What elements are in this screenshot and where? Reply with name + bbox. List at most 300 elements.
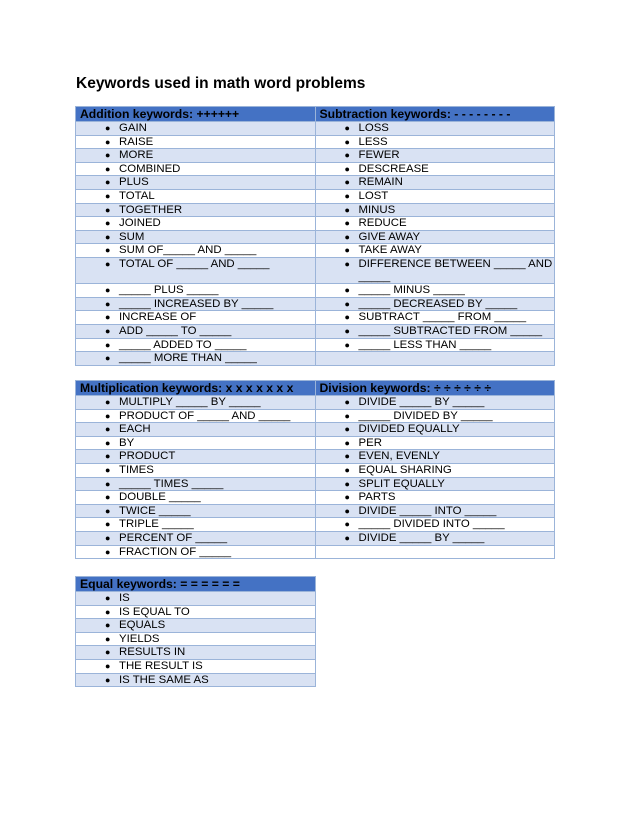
addition-keyword-text: _____ MORE THAN _____ xyxy=(119,352,257,365)
bullet-icon: ● xyxy=(344,325,350,336)
equal-keyword-item xyxy=(81,592,315,605)
subtraction-keyword-item xyxy=(321,339,555,352)
bullet-icon: ● xyxy=(105,136,111,147)
table-row xyxy=(76,297,555,311)
bullet-icon: ● xyxy=(344,231,350,242)
bullet-icon: ● xyxy=(105,478,111,489)
addition-keyword-text: GAIN xyxy=(119,122,147,134)
subtraction-keyword-item xyxy=(321,163,555,176)
multiplication-keyword-item xyxy=(81,518,315,531)
addition-keyword-item xyxy=(81,231,315,244)
bullet-icon: ● xyxy=(105,285,111,296)
multiplication-keyword-cell xyxy=(76,450,316,464)
division-keyword-item xyxy=(321,532,555,545)
addition-keyword-item xyxy=(81,136,315,149)
bullet-icon: ● xyxy=(344,298,350,309)
subtraction-keyword-cell xyxy=(315,284,555,298)
subtraction-keyword-item xyxy=(321,231,555,244)
table-row xyxy=(76,135,555,149)
addition-keyword-text: JOINED xyxy=(119,217,161,230)
division-keyword-cell xyxy=(315,409,555,423)
addition-keyword-text: COMBINED xyxy=(119,162,181,175)
division-keyword-item xyxy=(321,505,555,518)
addition-keyword-cell xyxy=(76,284,316,298)
table-row xyxy=(76,217,555,231)
bullet-icon: ● xyxy=(344,218,350,229)
bullet-icon: ● xyxy=(105,410,111,421)
bullet-icon: ● xyxy=(105,492,111,503)
multiplication-keyword-text: MULTIPLY _____ BY _____ xyxy=(119,396,261,408)
multiplication-keyword-item xyxy=(81,546,315,559)
division-keyword-text: DIVIDE _____ BY _____ xyxy=(358,396,485,408)
division-keyword-item xyxy=(321,464,555,477)
division-keyword-text: _____ DIVIDED INTO _____ xyxy=(358,518,505,531)
equal-keyword-cell xyxy=(76,646,316,660)
addition-keyword-item xyxy=(81,217,315,230)
subtraction-keyword-item xyxy=(321,311,555,324)
equal-keyword-cell xyxy=(76,605,316,619)
table-row xyxy=(76,409,555,423)
table-row xyxy=(76,450,555,464)
subtraction-keyword-text: REMAIN xyxy=(358,176,403,189)
division-keyword-text: PER xyxy=(358,436,382,449)
table-row xyxy=(76,244,555,258)
bullet-icon: ● xyxy=(105,298,111,309)
multiplication-keyword-item xyxy=(81,437,315,450)
addition-keyword-item xyxy=(81,149,315,162)
subtraction-keyword-item xyxy=(321,284,555,297)
bullet-icon: ● xyxy=(105,519,111,530)
addition-keyword-text: MORE xyxy=(119,149,154,162)
division-keyword-text: EVEN, EVENLY xyxy=(358,450,440,463)
multiplication-keyword-cell xyxy=(76,463,316,477)
subtraction-keyword-cell xyxy=(315,311,555,325)
addition-keyword-cell xyxy=(76,149,316,163)
multiplication-keyword-item xyxy=(81,423,315,436)
bullet-icon: ● xyxy=(105,123,111,133)
equal-keyword-text: EQUALS xyxy=(119,619,166,632)
subtraction-keyword-cell xyxy=(315,257,555,283)
multiplication-keyword-cell xyxy=(76,396,316,410)
table-row xyxy=(76,477,555,491)
table-row xyxy=(76,531,555,545)
subtraction-keyword-cell xyxy=(315,203,555,217)
multiplication-keyword-item xyxy=(81,410,315,423)
table-row xyxy=(76,592,316,606)
bullet-icon: ● xyxy=(105,150,111,161)
table-row xyxy=(76,203,555,217)
addition-keyword-cell xyxy=(76,324,316,338)
bullet-icon: ● xyxy=(105,647,111,658)
division-keyword-cell xyxy=(315,396,555,410)
table-row xyxy=(76,311,555,325)
bullet-icon: ● xyxy=(344,492,350,503)
division-keyword-cell xyxy=(315,491,555,505)
multiplication-keyword-text: _____ TIMES _____ xyxy=(119,477,224,490)
table-row xyxy=(76,396,555,410)
bullet-icon: ● xyxy=(344,505,350,516)
addition-keyword-text: ADD _____ TO _____ xyxy=(119,324,232,337)
bullet-icon: ● xyxy=(344,258,350,269)
addition-keyword-text: SUM xyxy=(119,230,145,243)
multiplication-keyword-item xyxy=(81,532,315,545)
addition-keyword-item xyxy=(81,122,315,135)
bullet-icon: ● xyxy=(105,674,111,685)
subtraction-keyword-cell xyxy=(315,352,555,366)
addition-header: Addition keywords: ++++++ xyxy=(76,107,316,122)
multiplication-keyword-text: DOUBLE _____ xyxy=(119,491,201,504)
division-keyword-cell xyxy=(315,450,555,464)
division-keyword-item xyxy=(321,518,555,531)
multiplication-keyword-cell xyxy=(76,436,316,450)
bullet-icon: ● xyxy=(105,204,111,215)
bullet-icon: ● xyxy=(344,437,350,448)
subtraction-keyword-cell xyxy=(315,122,555,136)
bullet-icon: ● xyxy=(344,285,350,296)
equal-keyword-cell xyxy=(76,673,316,687)
subtraction-keyword-text: DIFFERENCE BETWEEN _____ AND _____ xyxy=(358,257,553,283)
bullet-icon: ● xyxy=(344,424,350,435)
addition-keyword-item xyxy=(81,163,315,176)
bullet-icon: ● xyxy=(105,606,111,617)
bullet-icon: ● xyxy=(105,660,111,671)
addition-keyword-text: SUM OF_____ AND _____ xyxy=(119,244,257,257)
table-row xyxy=(76,632,316,646)
subtraction-keyword-cell xyxy=(315,324,555,338)
bullet-icon: ● xyxy=(105,437,111,448)
multiplication-keyword-item xyxy=(81,464,315,477)
bullet-icon: ● xyxy=(105,464,111,475)
addition-keyword-item xyxy=(81,311,315,324)
bullet-icon: ● xyxy=(105,231,111,242)
multiplication-keyword-text: PRODUCT OF _____ AND _____ xyxy=(119,409,291,422)
table-row xyxy=(76,122,555,136)
table-header-row xyxy=(76,381,555,396)
multiplication-keyword-text: FRACTION OF _____ xyxy=(119,545,232,558)
division-keyword-item xyxy=(321,491,555,504)
division-keyword-cell xyxy=(315,463,555,477)
subtraction-keyword-cell xyxy=(315,189,555,203)
division-keyword-cell xyxy=(315,436,555,450)
multiplication-keyword-item xyxy=(81,491,315,504)
bullet-icon: ● xyxy=(344,204,350,215)
equal-keyword-cell xyxy=(76,632,316,646)
division-keyword-cell xyxy=(315,423,555,437)
equal-keyword-item xyxy=(81,606,315,619)
bullet-icon: ● xyxy=(344,163,350,174)
bullet-icon: ● xyxy=(105,218,111,229)
multiplication-keyword-item xyxy=(81,396,315,409)
equal-keyword-item xyxy=(81,633,315,646)
addition-keyword-text: INCREASE OF xyxy=(119,311,197,324)
subtraction-keyword-text: LOSS xyxy=(358,122,389,134)
division-keyword-cell xyxy=(315,504,555,518)
multiplication-keyword-item xyxy=(81,478,315,491)
bullet-icon: ● xyxy=(105,532,111,543)
subtraction-keyword-cell xyxy=(315,230,555,244)
table-row xyxy=(76,491,555,505)
multiplication-keyword-cell xyxy=(76,477,316,491)
bullet-icon: ● xyxy=(344,410,350,421)
multiplication-keyword-text: BY xyxy=(119,436,135,449)
subtraction-keyword-text: TAKE AWAY xyxy=(358,244,422,257)
multiplication-keyword-cell xyxy=(76,409,316,423)
subtraction-keyword-item xyxy=(321,149,555,162)
equal-keyword-cell xyxy=(76,659,316,673)
addition-keyword-item xyxy=(81,244,315,257)
bullet-icon: ● xyxy=(105,620,111,631)
equal-table xyxy=(75,576,316,687)
bullet-icon: ● xyxy=(105,258,111,269)
bullet-icon: ● xyxy=(105,325,111,336)
bullet-icon: ● xyxy=(105,190,111,201)
addition-keyword-text: RAISE xyxy=(119,135,154,148)
division-keyword-item xyxy=(321,437,555,450)
bullet-icon: ● xyxy=(344,519,350,530)
bullet-icon: ● xyxy=(105,505,111,516)
subtraction-keyword-item xyxy=(321,298,555,311)
table-row xyxy=(76,324,555,338)
subtraction-keyword-text: _____ MINUS _____ xyxy=(358,284,465,297)
equal-keyword-text: IS EQUAL TO xyxy=(119,605,190,618)
table-row xyxy=(76,646,316,660)
bullet-icon: ● xyxy=(105,633,111,644)
subtraction-header: Subtraction keywords: - - - - - - - - xyxy=(315,107,555,122)
table-row xyxy=(76,463,555,477)
multiplication-header: Multiplication keywords: x x x x x x x xyxy=(76,381,316,396)
bullet-icon: ● xyxy=(344,339,350,350)
subtraction-keyword-text: MINUS xyxy=(358,203,396,216)
division-keyword-text: PARTS xyxy=(358,491,396,504)
equal-header: Equal keywords: = = = = = = xyxy=(76,577,316,592)
multiplication-keyword-text: EACH xyxy=(119,423,151,436)
addition-keyword-item xyxy=(81,284,315,297)
division-keyword-item xyxy=(321,423,555,436)
table-row xyxy=(76,605,316,619)
table-row xyxy=(76,149,555,163)
equal-keyword-item xyxy=(81,646,315,659)
table-row xyxy=(76,518,555,532)
subtraction-keyword-item xyxy=(321,176,555,189)
division-keyword-cell xyxy=(315,545,555,559)
subtraction-keyword-item xyxy=(321,204,555,217)
addition-keyword-cell xyxy=(76,244,316,258)
bullet-icon: ● xyxy=(344,464,350,475)
subtraction-keyword-text: GIVE AWAY xyxy=(358,230,421,243)
addition-keyword-cell xyxy=(76,135,316,149)
subtraction-keyword-text: FEWER xyxy=(358,149,400,162)
division-keyword-cell xyxy=(315,518,555,532)
subtraction-keyword-cell xyxy=(315,338,555,352)
addition-keyword-item xyxy=(81,339,315,352)
addition-keyword-cell xyxy=(76,352,316,366)
addition-keyword-item xyxy=(81,298,315,311)
multiplication-keyword-text: TRIPLE _____ xyxy=(119,518,194,531)
division-keyword-item xyxy=(321,410,555,423)
subtraction-keyword-item xyxy=(321,258,555,283)
addition-keyword-text: _____ INCREASED BY _____ xyxy=(119,297,274,310)
multiplication-keyword-item xyxy=(81,505,315,518)
multiplication-keyword-cell xyxy=(76,504,316,518)
multiplication-keyword-item xyxy=(81,450,315,463)
addition-keyword-cell xyxy=(76,176,316,190)
equal-keyword-text: THE RESULT IS xyxy=(119,659,203,672)
multiplication-keyword-cell xyxy=(76,545,316,559)
division-keyword-text: DIVIDED EQUALLY xyxy=(358,423,460,436)
equal-keyword-cell xyxy=(76,592,316,606)
division-keyword-cell xyxy=(315,477,555,491)
table-row xyxy=(76,504,555,518)
division-keyword-text: DIVIDE _____ BY _____ xyxy=(358,531,485,544)
division-keyword-item xyxy=(321,450,555,463)
subtraction-keyword-item xyxy=(321,122,555,135)
bullet-icon: ● xyxy=(344,478,350,489)
bullet-icon: ● xyxy=(344,451,350,462)
table-row xyxy=(76,338,555,352)
bullet-icon: ● xyxy=(105,353,111,364)
bullet-icon: ● xyxy=(344,245,350,256)
equal-keyword-text: RESULTS IN xyxy=(119,646,186,659)
division-keyword-text: EQUAL SHARING xyxy=(358,463,452,476)
bullet-icon: ● xyxy=(105,312,111,323)
equal-keyword-item xyxy=(81,674,315,687)
bullet-icon: ● xyxy=(344,397,350,407)
subtraction-keyword-cell xyxy=(315,217,555,231)
addition-keyword-text: TOTAL xyxy=(119,189,155,202)
equal-keyword-text: IS THE SAME AS xyxy=(119,673,209,686)
subtraction-keyword-text: _____ DECREASED BY _____ xyxy=(358,297,518,310)
addition-keyword-item xyxy=(81,325,315,338)
bullet-icon: ● xyxy=(344,312,350,323)
division-keyword-text: _____ DIVIDED BY _____ xyxy=(358,409,493,422)
addition-keyword-cell xyxy=(76,230,316,244)
addition-keyword-item xyxy=(81,190,315,203)
multiplication-keyword-cell xyxy=(76,518,316,532)
table-row xyxy=(76,230,555,244)
addition-keyword-cell xyxy=(76,203,316,217)
equal-keyword-text: IS xyxy=(119,592,130,604)
subtraction-keyword-text: LOST xyxy=(358,189,389,202)
addition-keyword-item xyxy=(81,176,315,189)
bullet-icon: ● xyxy=(105,163,111,174)
bullet-icon: ● xyxy=(105,593,111,603)
subtraction-keyword-item xyxy=(321,244,555,257)
table-row xyxy=(76,162,555,176)
equal-keyword-item xyxy=(81,619,315,632)
bullet-icon: ● xyxy=(344,177,350,188)
subtraction-keyword-text: SUBTRACT _____ FROM _____ xyxy=(358,311,527,324)
subtraction-keyword-item xyxy=(321,325,555,338)
addition-keyword-item xyxy=(81,352,315,365)
multiplication-keyword-cell xyxy=(76,531,316,545)
addition-keyword-text: _____ ADDED TO _____ xyxy=(119,338,247,351)
table-row xyxy=(76,423,555,437)
table-row xyxy=(76,284,555,298)
bullet-icon: ● xyxy=(105,451,111,462)
bullet-icon: ● xyxy=(105,397,111,407)
multiplication-division-table xyxy=(75,380,555,559)
bullet-icon: ● xyxy=(105,424,111,435)
addition-keyword-cell xyxy=(76,257,316,283)
table-row xyxy=(76,189,555,203)
addition-keyword-cell xyxy=(76,338,316,352)
subtraction-keyword-text: REDUCE xyxy=(358,217,407,230)
subtraction-keyword-item xyxy=(321,217,555,230)
equal-keyword-text: YIELDS xyxy=(119,632,160,645)
subtraction-keyword-cell xyxy=(315,149,555,163)
division-keyword-cell xyxy=(315,531,555,545)
bullet-icon: ● xyxy=(105,339,111,350)
table-header-row xyxy=(76,107,555,122)
subtraction-keyword-cell xyxy=(315,176,555,190)
table-header-row xyxy=(76,577,316,592)
addition-keyword-cell xyxy=(76,189,316,203)
equal-keyword-cell xyxy=(76,619,316,633)
bullet-icon: ● xyxy=(105,546,111,557)
table-row xyxy=(76,352,555,366)
multiplication-keyword-cell xyxy=(76,423,316,437)
division-keyword-item xyxy=(321,478,555,491)
addition-keyword-text: _____ PLUS _____ xyxy=(119,284,219,297)
table-row xyxy=(76,673,316,687)
addition-keyword-item xyxy=(81,258,315,271)
subtraction-keyword-text: LESS xyxy=(358,135,388,148)
subtraction-keyword-cell xyxy=(315,244,555,258)
multiplication-keyword-text: PERCENT OF _____ xyxy=(119,531,228,544)
table-row xyxy=(76,257,555,283)
bullet-icon: ● xyxy=(344,532,350,543)
subtraction-keyword-text: DESCREASE xyxy=(358,162,429,175)
division-header: Division keywords: ÷ ÷ ÷ ÷ ÷ ÷ xyxy=(315,381,555,396)
subtraction-keyword-text: _____ SUBTRACTED FROM _____ xyxy=(358,324,543,337)
subtraction-keyword-cell xyxy=(315,162,555,176)
bullet-icon: ● xyxy=(344,123,350,133)
addition-keyword-cell xyxy=(76,311,316,325)
table-row xyxy=(76,659,316,673)
table-row xyxy=(76,619,316,633)
table-row xyxy=(76,436,555,450)
multiplication-keyword-cell xyxy=(76,491,316,505)
addition-keyword-cell xyxy=(76,297,316,311)
bullet-icon: ● xyxy=(344,136,350,147)
bullet-icon: ● xyxy=(105,177,111,188)
addition-keyword-text: TOTAL OF _____ AND _____ xyxy=(119,257,270,270)
division-keyword-text: DIVIDE _____ INTO _____ xyxy=(358,504,497,517)
equal-keyword-item xyxy=(81,660,315,673)
addition-subtraction-table xyxy=(75,106,555,366)
division-keyword-text: SPLIT EQUALLY xyxy=(358,477,445,490)
division-keyword-item xyxy=(321,396,555,409)
subtraction-keyword-item xyxy=(321,136,555,149)
bullet-icon: ● xyxy=(105,245,111,256)
multiplication-keyword-text: TIMES xyxy=(119,463,154,476)
addition-keyword-text: TOGETHER xyxy=(119,203,183,216)
addition-keyword-item xyxy=(81,204,315,217)
bullet-icon: ● xyxy=(344,190,350,201)
table-row xyxy=(76,545,555,559)
bullet-icon: ● xyxy=(344,150,350,161)
subtraction-keyword-item xyxy=(321,190,555,203)
subtraction-keyword-cell xyxy=(315,297,555,311)
addition-keyword-cell xyxy=(76,122,316,136)
multiplication-keyword-text: TWICE _____ xyxy=(119,504,191,517)
subtraction-keyword-cell xyxy=(315,135,555,149)
addition-keyword-text: PLUS xyxy=(119,176,149,189)
addition-keyword-cell xyxy=(76,162,316,176)
multiplication-keyword-text: PRODUCT xyxy=(119,450,176,463)
table-row xyxy=(76,176,555,190)
page-title: Keywords used in math word problems xyxy=(76,75,366,92)
